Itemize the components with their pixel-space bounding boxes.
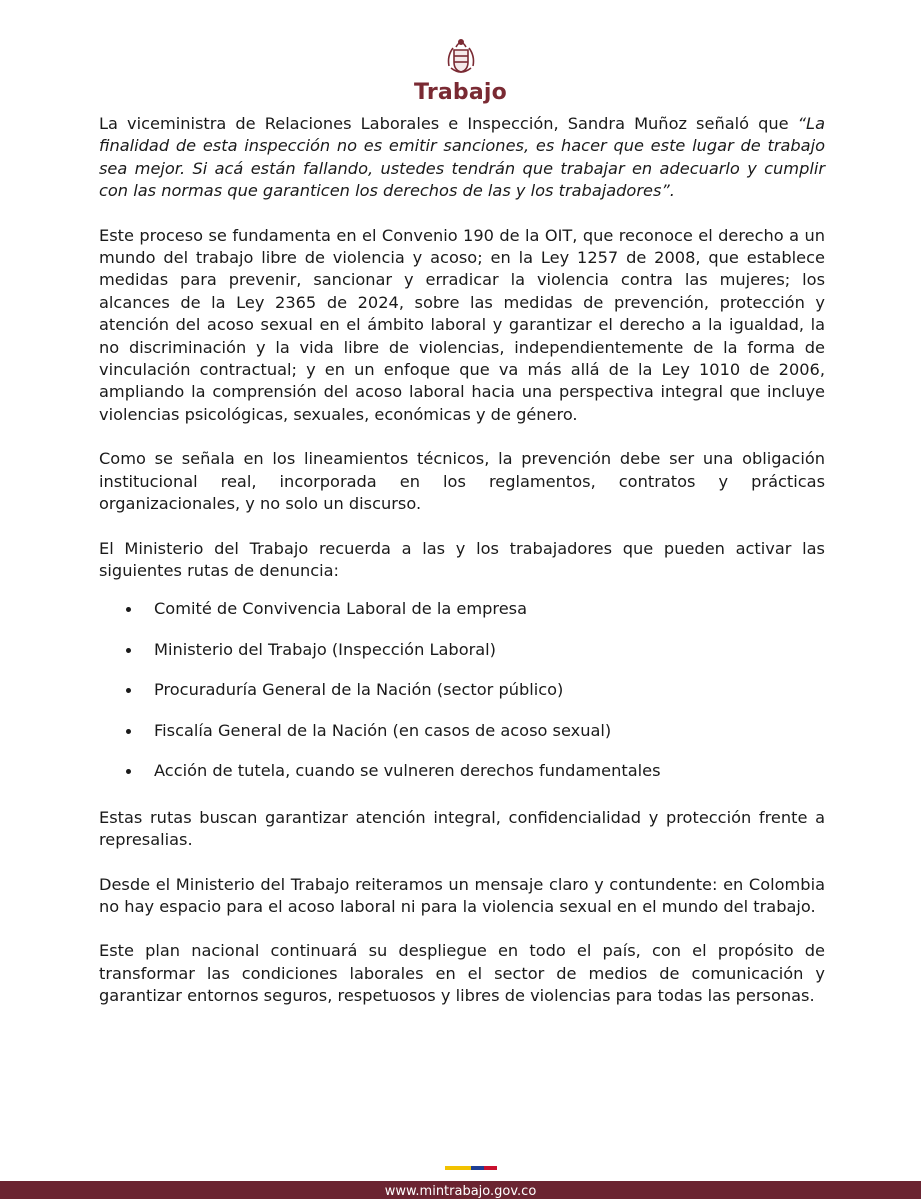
- paragraph-routes-intro: El Ministerio del Trabajo recuerda a las y los trabajadores que pueden activar las siguientes rutas de denuncia:: [99, 538, 825, 580]
- paragraph-intro-text: La viceministra de Relaciones Laborales e Inspección, Sandra Muñoz señaló que: [99, 114, 798, 133]
- paragraph-technical-guidelines: Como se señala en los lineamientos técnicos, la prevención debe ser una obligación institucional real, incorporada en los reglamentos, contratos y prácticas organizacionales, y no solo un discurso.: [99, 449, 825, 514]
- flag-yellow: [445, 1166, 471, 1170]
- document-header: [0, 34, 921, 105]
- paragraph-ministry-message: Desde el Ministerio del Trabajo reiteramos un mensaje claro y contundente: en Colombia no hay espacio para el acoso laboral ni para la violencia sexual en el mundo del trabajo.: [99, 874, 825, 917]
- list-item: [99, 760, 825, 801]
- route-label: Fiscalía General de la Nación (en casos de acoso sexual): [154, 720, 612, 740]
- flag-red: [484, 1166, 497, 1170]
- list-item: [99, 598, 825, 639]
- route-label: Ministerio del Trabajo (Inspección Laboral): [154, 639, 496, 659]
- routes-list: [99, 598, 825, 801]
- document-body: [99, 113, 825, 1030]
- bullet-icon: [126, 769, 131, 774]
- flag-blue: [471, 1166, 484, 1170]
- bullet-icon: [126, 688, 131, 693]
- list-item: [99, 679, 825, 720]
- paragraph-legal-basis: Este proceso se fundamenta en el Convenio 190 de la OIT, que reconoce el derecho a un mundo del trabajo libre de violencia y acoso; en la Ley 1257 de 2008, que establece medidas para prevenir, sancionar y erradicar la violencia contra las mujeres; los alcances de la Ley 2365 de 2024, sobre las medidas de prevención, protección y atención del acoso sexual en el ámbito laboral y garantizar el derecho a la igualdad, la no discriminación y la vida libre de violencias, independientemente de la forma de vinculación contractual; y en un enfoque que va más allá de la Ley 1010 de 2006, ampliando la comprensión del acoso laboral hacia una perspectiva integral que incluye violencias psicológicas, sexuales, económicas y de género.: [99, 225, 825, 424]
- route-label: Procuraduría General de la Nación (sector público): [154, 680, 564, 700]
- paragraph-national-plan: Este plan nacional continuará su despliegue en todo el país, con el propósito de transformar las condiciones laborales en el sector de medios de comunicación y garantizar entornos seguros, respetuosos y libres de violencias para todas las personas.: [99, 941, 825, 1006]
- ministry-title: Trabajo: [414, 80, 507, 105]
- paragraph-viceministra: [99, 113, 825, 203]
- quote-text: “La finalidad de esta inspección no es emitir sanciones, es hacer que este lugar de trabajo sea mejor. Si acá están fallando, ustedes tendrán que trabajar en adecuarlo y cumplir con las normas que garanticen los derechos de las y los trabajadores”.: [99, 114, 825, 201]
- bullet-icon: [126, 729, 131, 734]
- bullet-icon: [126, 648, 131, 653]
- list-item: [99, 720, 825, 761]
- bullet-icon: [126, 607, 131, 612]
- coat-of-arms-icon: [439, 34, 483, 78]
- paragraph-routes-purpose: Estas rutas buscan garantizar atención integral, confidencialidad y protección frente a represalias.: [99, 807, 825, 850]
- flag-stripe: [445, 1166, 497, 1170]
- list-item: [99, 639, 825, 680]
- footer-bar: [0, 1181, 921, 1199]
- website-link[interactable]: www.mintrabajo.gov.co: [384, 1184, 537, 1199]
- route-label: Acción de tutela, cuando se vulneren derechos fundamentales: [154, 761, 661, 781]
- route-label: Comité de Convivencia Laboral de la empresa: [154, 599, 527, 619]
